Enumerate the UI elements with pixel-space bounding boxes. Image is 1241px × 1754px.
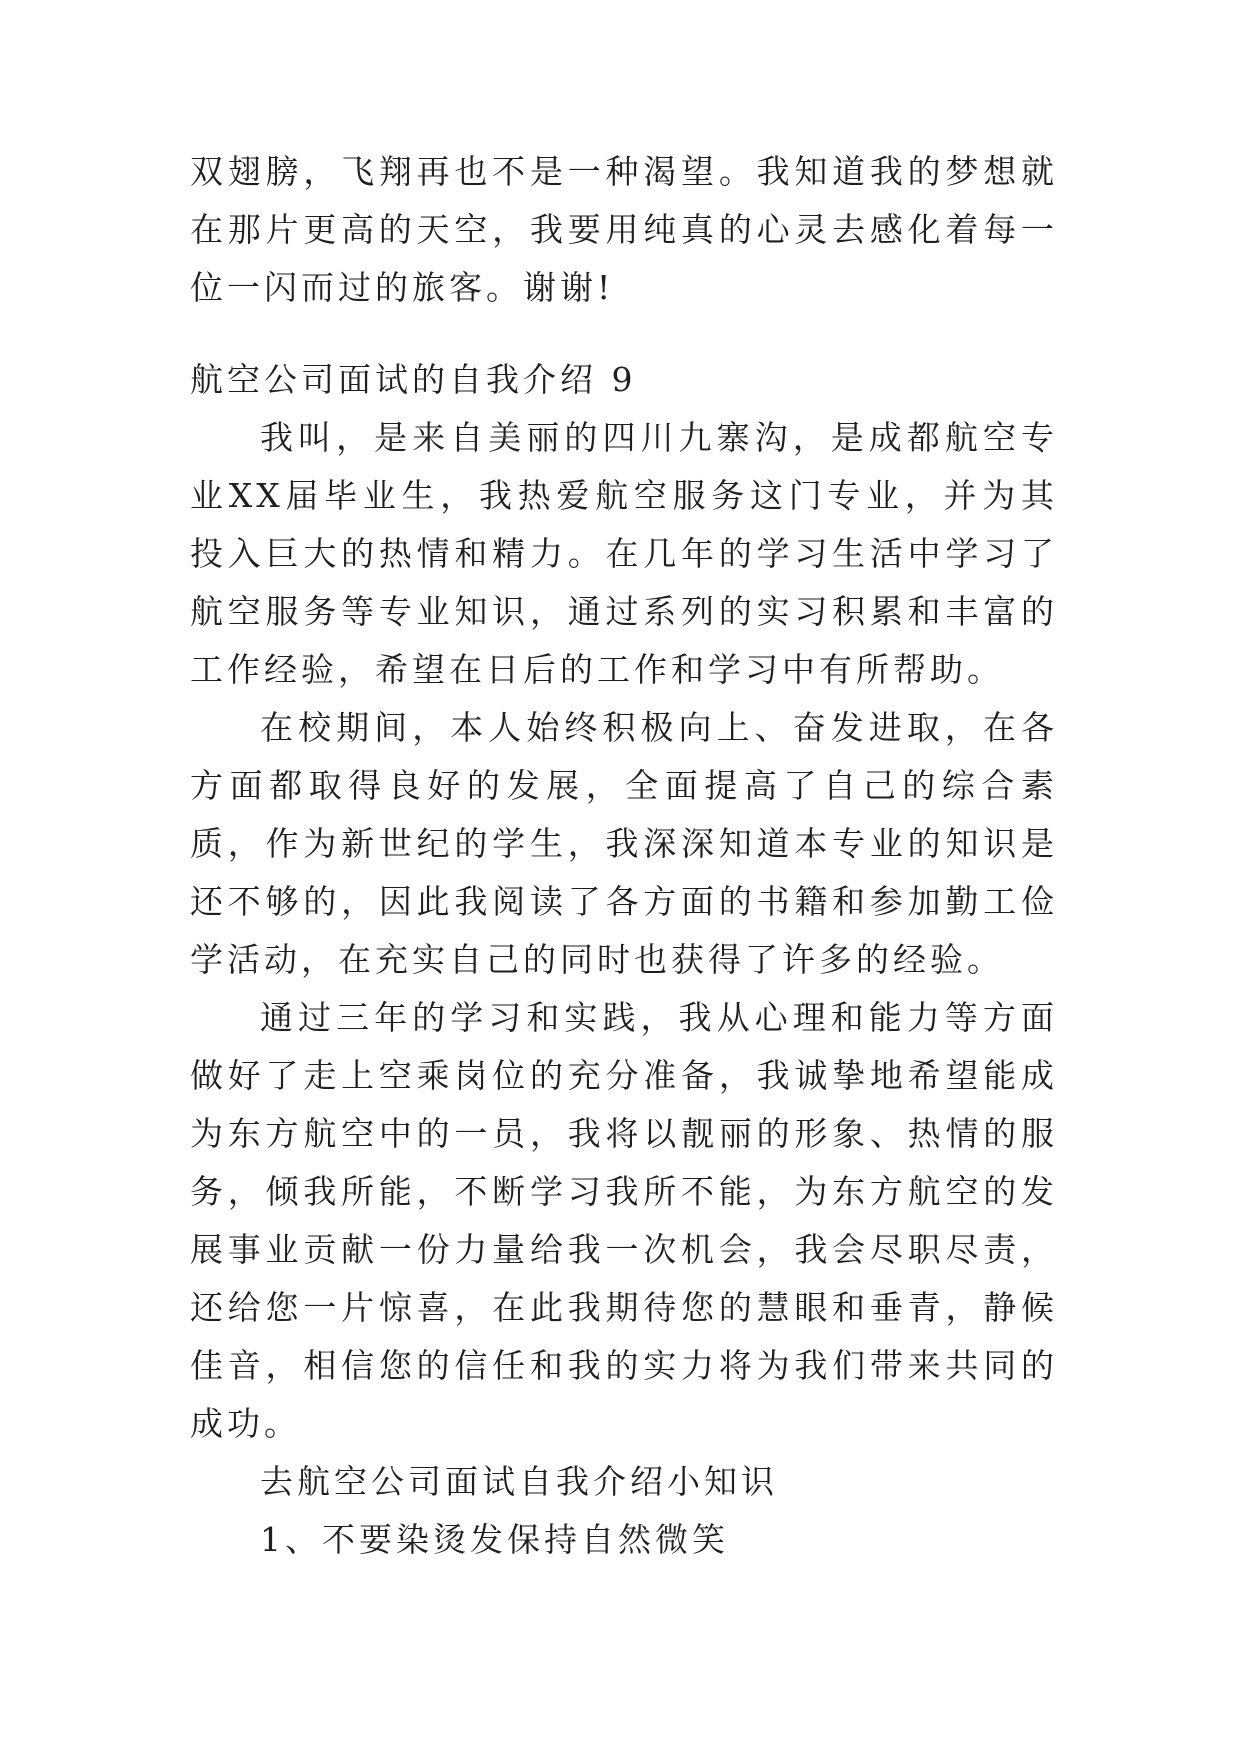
paragraph-1: 我叫，是来自美丽的四川九寨沟，是成都航空专业XX届毕业生，我热爱航空服务这门专业，并为其投入巨大的热情和精力。在几年的学习生活中学习了航空服务等专业知识，通过系列的实习积累和丰富的工作经验，希望在日后的工作和学习中有所帮助。 (190, 418, 1058, 689)
intro-block (190, 143, 1058, 317)
tip-item-1: 1、不要染烫发保持自然微笑 (260, 1520, 729, 1559)
section-block (190, 351, 1058, 1569)
tips-heading: 去航空公司面试自我介绍小知识 (260, 1462, 778, 1501)
paragraph-3: 通过三年的学习和实践，我从心理和能力等方面做好了走上空乘岗位的充分准备，我诚挚地希望能成为东方航空中的一员，我将以靓丽的形象、热情的服务，倾我所能，不断学习我所不能，为东方航空的发展事业贡献一份力量给我一次机会，我会尽职尽责，还给您一片惊喜，在此我期待您的慧眼和垂青，静候佳音，相信您的信任和我的实力将为我们带来共同的成功。 (190, 998, 1058, 1443)
paragraph-2: 在校期间，本人始终积极向上、奋发进取，在各方面都取得良好的发展，全面提高了自己的综合素质，作为新世纪的学生，我深深知道本专业的知识是还不够的，因此我阅读了各方面的书籍和参加勤工俭学活动，在充实自己的同时也获得了许多的经验。 (190, 708, 1058, 979)
intro-paragraph: 双翅膀，飞翔再也不是一种渴望。我知道我的梦想就在那片更高的天空，我要用纯真的心灵去感化着每一位一闪而过的旅客。谢谢! (190, 152, 1058, 307)
section-title: 航空公司面试的自我介绍 9 (190, 360, 637, 399)
